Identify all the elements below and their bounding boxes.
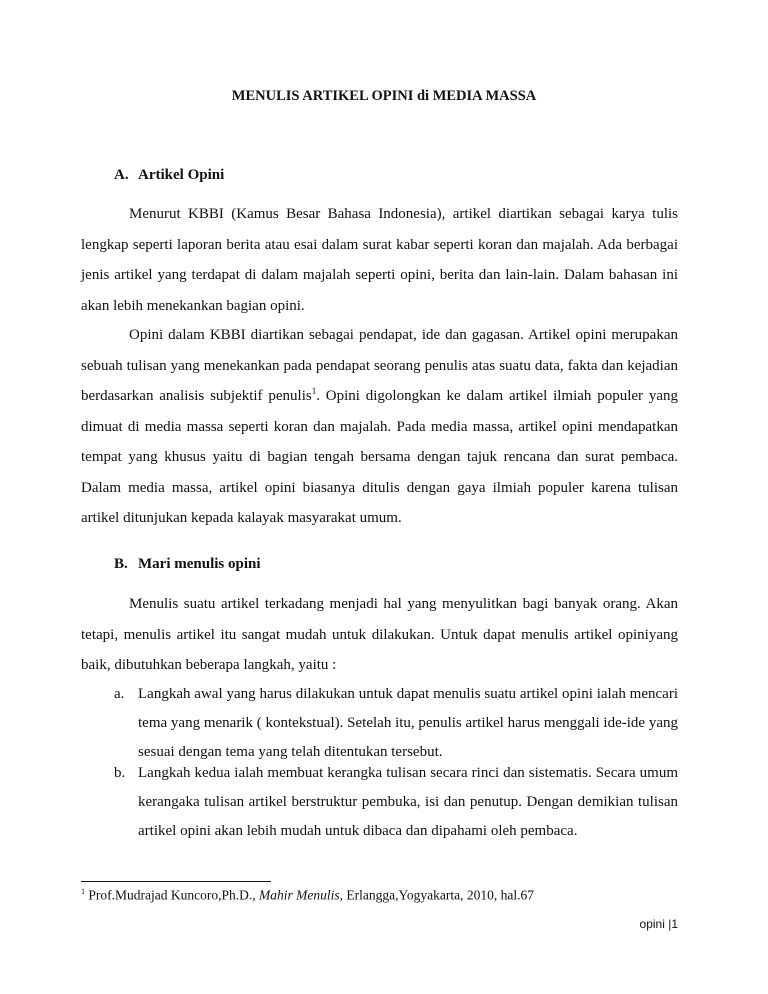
footnote-reference: 1 <box>311 386 317 396</box>
section-a-title: Artikel Opini <box>138 167 225 183</box>
paragraph-text-after: . Opini digolongkan ke dalam artikel ilmiah populer yang dimuat di media massa seperti koran dan majalah. Pada media massa, artikel opini mendapatkan tempat yang khusus yaitu di bagian tengah bersama dengan tajuk rencana dan surat pembaca. Dalam media massa, artikel opini biasanya ditulis dengan gaya ilmiah populer karena tulisan artikel ditunjukan kepada kalayak masyarakat umum. <box>81 388 678 526</box>
page-number: opini |1 <box>639 917 678 931</box>
section-a-letter: A. <box>114 167 129 183</box>
footnote-book-title: Mahir Menulis <box>258 887 340 903</box>
footnote-number: 1 <box>81 887 85 896</box>
footnote-author: Prof.Mudrajad Kuncoro,Ph.D., <box>88 887 259 903</box>
list-item-text: Langkah kedua ialah membuat kerangka tulisan secara rinci dan sistematis. Secara umum kerangaka tulisan artikel berstruktur pembuka, isi dan penutup. Dengan demikian tulisan artikel opini akan lebih mudah untuk dibaca dan dipahami oleh pembaca. <box>138 765 678 839</box>
list-item-text: Langkah awal yang harus dilakukan untuk dapat menulis suatu artikel opini ialah mencari tema yang menarik ( kontekstual). Setelah itu, penulis artikel harus menggali ide-ide yang sesuai dengan tema yang telah ditentukan tersebut. <box>138 686 678 760</box>
footnote-divider <box>81 881 271 882</box>
section-b-heading <box>114 556 261 573</box>
list-item-b <box>114 759 678 846</box>
section-a-paragraph-1 <box>81 199 678 321</box>
list-item-a <box>114 680 678 767</box>
list-marker: b. <box>114 765 126 781</box>
section-b-paragraph-1 <box>81 589 678 681</box>
paragraph-text: Menulis suatu artikel terkadang menjadi hal yang menyulitkan bagi banyak orang. Akan tetapi, menulis artikel itu sangat mudah untuk dilakukan. Untuk dapat menulis artikel opiniyang baik, dibutuhkan beberapa langkah, yaitu : <box>81 596 678 673</box>
section-b-letter: B. <box>114 556 128 572</box>
paragraph-text: Menurut KBBI (Kamus Besar Bahasa Indonesia), artikel diartikan sebagai karya tulis lengkap seperti laporan berita atau esai dalam surat kabar seperti koran dan majalah. Ada berbagai jenis artikel yang terdapat di dalam majalah seperti opini, berita dan lain-lain. Dalam bahasan ini akan lebih menekankan bagian opini. <box>81 206 678 314</box>
paragraph-text-before: Opini dalam KBBI diartikan sebagai pendapat, ide dan gagasan. Artikel opini merupakan sebuah tulisan yang menekankan pada pendapat seorang penulis atas suatu data, fakta dan kejadian berdasarkan analisis subjektif penulis <box>81 327 678 404</box>
section-a-heading <box>114 167 224 184</box>
section-a-paragraph-2 <box>81 320 678 534</box>
footnote-details: , Erlangga,Yogyakarta, 2010, hal.67 <box>339 887 534 903</box>
section-b-title: Mari menulis opini <box>138 556 261 572</box>
page-title: MENULIS ARTIKEL OPINI di MEDIA MASSA <box>231 88 537 104</box>
list-marker: a. <box>114 686 125 702</box>
footnote <box>81 887 534 904</box>
